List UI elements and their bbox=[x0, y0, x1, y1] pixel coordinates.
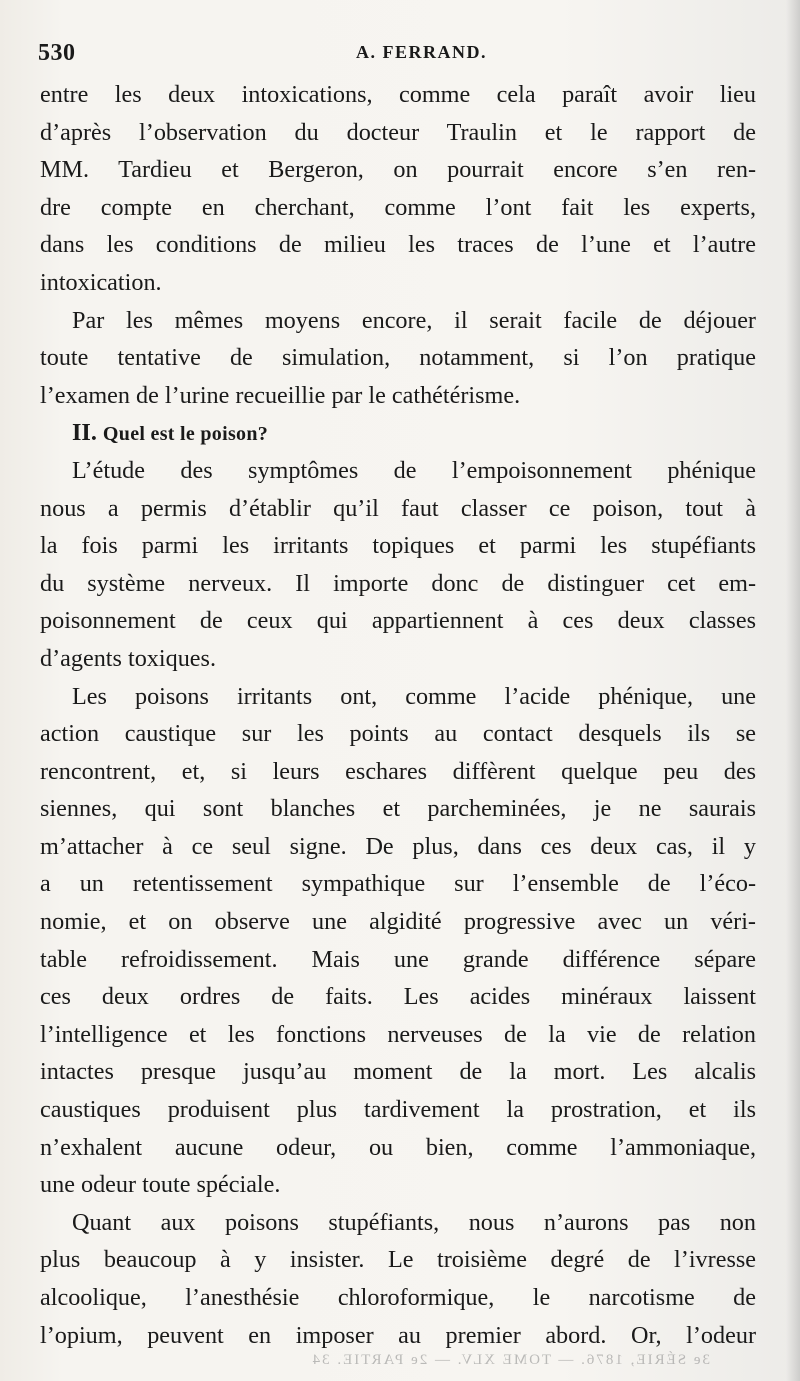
text-line: une odeur toute spéciale. bbox=[40, 1171, 281, 1199]
text-line: l’opium, peuvent en imposer au premier abord. Or, l’odeur bbox=[40, 1321, 756, 1349]
text-line: poisonnement de ceux qui appartiennent à ces deux classes bbox=[40, 607, 756, 635]
running-head: A. FERRAND. bbox=[356, 42, 487, 62]
text-line: l’intelligence et les fonctions nerveuses de la vie de relation bbox=[40, 1020, 756, 1048]
text-line: action caustique sur les points au contact desquels ils se bbox=[40, 720, 756, 748]
section-title: Quel est le poison? bbox=[102, 423, 269, 446]
text-line: l’examen de l’urine recueillie par le cathétérisme. bbox=[40, 381, 521, 409]
text-line: ces deux ordres de faits. Les acides minéraux laissent bbox=[40, 983, 756, 1011]
text-line: dans les conditions de milieu les traces de l’une et l’autre bbox=[40, 231, 756, 259]
page-number: 530 bbox=[38, 40, 76, 66]
text-line: intoxication. bbox=[40, 268, 162, 296]
text-line: nous a permis d’établir qu’il faut classer ce poison, tout à bbox=[40, 494, 756, 522]
paragraph-start-line: L’étude des symptômes de l’empoisonnement phénique bbox=[72, 456, 756, 484]
paragraph-start-line: Par les mêmes moyens encore, il serait facile de déjouer bbox=[72, 306, 756, 334]
text-line: intactes presque jusqu’au moment de la mort. Les alcalis bbox=[40, 1058, 756, 1086]
text-line: rencontrent, et, si leurs eschares diffèrent quelque peu des bbox=[40, 757, 756, 785]
page-header bbox=[38, 40, 758, 70]
paragraph-start-line: Quant aux poisons stupéfiants, nous n’aurons pas non bbox=[72, 1208, 756, 1236]
text-line: m’attacher à ce seul signe. De plus, dans ces deux cas, il y bbox=[40, 832, 756, 860]
text-line: alcoolique, l’anesthésie chloroformique, le narcotisme de bbox=[40, 1284, 756, 1311]
text-line: table refroidissement. Mais une grande différence sépare bbox=[40, 945, 756, 973]
text-line: n’exhalent aucune odeur, ou bien, comme l’ammoniaque, bbox=[40, 1133, 756, 1161]
paragraph-start-line: Les poisons irritants ont, comme l’acide phénique, une bbox=[72, 682, 756, 710]
body-text bbox=[40, 76, 756, 1354]
page-edge-shadow bbox=[786, 0, 800, 1381]
text-line: du système nerveux. Il importe donc de distinguer cet em- bbox=[40, 569, 756, 597]
text-line: a un retentissement sympathique sur l’ensemble de l’éco- bbox=[40, 870, 756, 898]
text-line: siennes, qui sont blanches et parcheminées, je ne saurais bbox=[40, 795, 756, 823]
text-line: d’agents toxiques. bbox=[40, 644, 216, 672]
text-line: dre compte en cherchant, comme l’ont fait les experts, bbox=[40, 193, 756, 221]
section-heading bbox=[40, 414, 756, 452]
text-line: plus beaucoup à y insister. Le troisième degré de l’ivresse bbox=[40, 1246, 756, 1274]
show-through-footer: 3e SÉRIE, 1876. — TOME XLV. — 2e PARTIE. 34 bbox=[310, 1352, 710, 1368]
text-line: caustiques produisent plus tardivement la prostration, et ils bbox=[40, 1096, 756, 1124]
text-line: la fois parmi les irritants topiques et parmi les stupéfiants bbox=[40, 532, 756, 560]
text-line: toute tentative de simulation, notamment, si l’on pratique bbox=[40, 344, 756, 372]
section-number: II. bbox=[72, 419, 97, 447]
text-line: MM. Tardieu et Bergeron, on pourrait encore s’en ren- bbox=[40, 156, 756, 184]
text-line: d’après l’observation du docteur Traulin et le rapport de bbox=[40, 118, 756, 146]
text-line: entre les deux intoxications, comme cela paraît avoir lieu bbox=[40, 81, 756, 108]
text-line: nomie, et on observe une algidité progressive avec un véri- bbox=[40, 908, 756, 936]
